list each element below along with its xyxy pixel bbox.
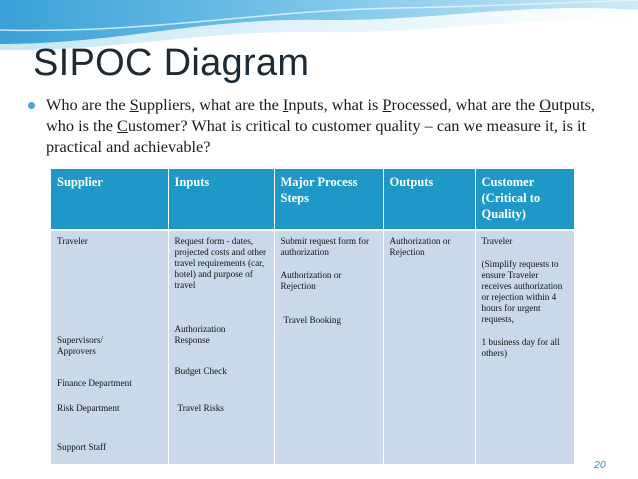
input-request-form: Request form - dates, projected costs and other travel requirements (car, hotel) and purpose of travel [174, 236, 267, 290]
cell-supplier [51, 230, 168, 464]
supplier-supervisors: Supervisors/ Approvers [57, 335, 103, 356]
bullet-text [46, 94, 611, 157]
header-outputs: Outputs [383, 169, 475, 230]
supplier-support: Support Staff [57, 442, 107, 452]
process-booking: Travel Booking [283, 315, 342, 325]
cell-outputs [383, 230, 475, 464]
output-auth-rejection: Authorization or Rejection [389, 236, 451, 257]
underlined-letter-i: I [282, 95, 289, 114]
page-number: 20 [594, 459, 606, 471]
bullet-text-part: utputs, who is the [46, 95, 595, 135]
supplier-finance: Finance Department [57, 378, 132, 388]
process-auth-rejection: Authorization or Rejection [280, 270, 342, 291]
customer-traveler: Traveler [481, 236, 513, 246]
customer-one-day: 1 business day for all others) [481, 337, 560, 358]
header-customer: Customer (Critical to Quality) [475, 169, 574, 230]
customer-simplify: (Simplify requests to ensure Traveler receives authorization or rejection within 4 hours for urgent requests, [481, 259, 563, 324]
input-travel-risks: Travel Risks [177, 403, 224, 413]
bullet-point-icon [28, 102, 35, 109]
supplier-risk: Risk Department [57, 403, 120, 413]
table-header-row [51, 169, 574, 230]
cell-inputs [168, 230, 274, 464]
table-row [51, 230, 574, 464]
cell-customer [475, 230, 574, 464]
underlined-letter-p: P [382, 95, 392, 114]
process-submit: Submit request form for authorization [280, 236, 370, 257]
bullet-text-part: nputs, what is [288, 95, 383, 114]
underlined-letter-o: O [539, 95, 552, 114]
supplier-traveler: Traveler [57, 236, 88, 246]
bullet-text-part: Who are the [46, 95, 130, 114]
input-auth-response: Authorization Response [174, 324, 226, 345]
underlined-letter-s: S [129, 95, 139, 114]
bullet-text-part: uppliers, what are the [138, 95, 283, 114]
slide-title: SIPOC Diagram [33, 42, 310, 84]
bullet-text-part: rocessed, what are the [391, 95, 540, 114]
header-inputs: Inputs [168, 169, 274, 230]
input-budget-check: Budget Check [174, 366, 227, 376]
header-supplier: Supplier [51, 169, 168, 230]
bullet-text-part: ustomer? What is critical to customer quality – can we measure it, is it practical and achievable? [46, 116, 587, 156]
underlined-letter-c: C [117, 116, 128, 135]
cell-process [274, 230, 383, 464]
header-process: Major Process Steps [274, 169, 383, 230]
sipoc-table [51, 169, 574, 464]
